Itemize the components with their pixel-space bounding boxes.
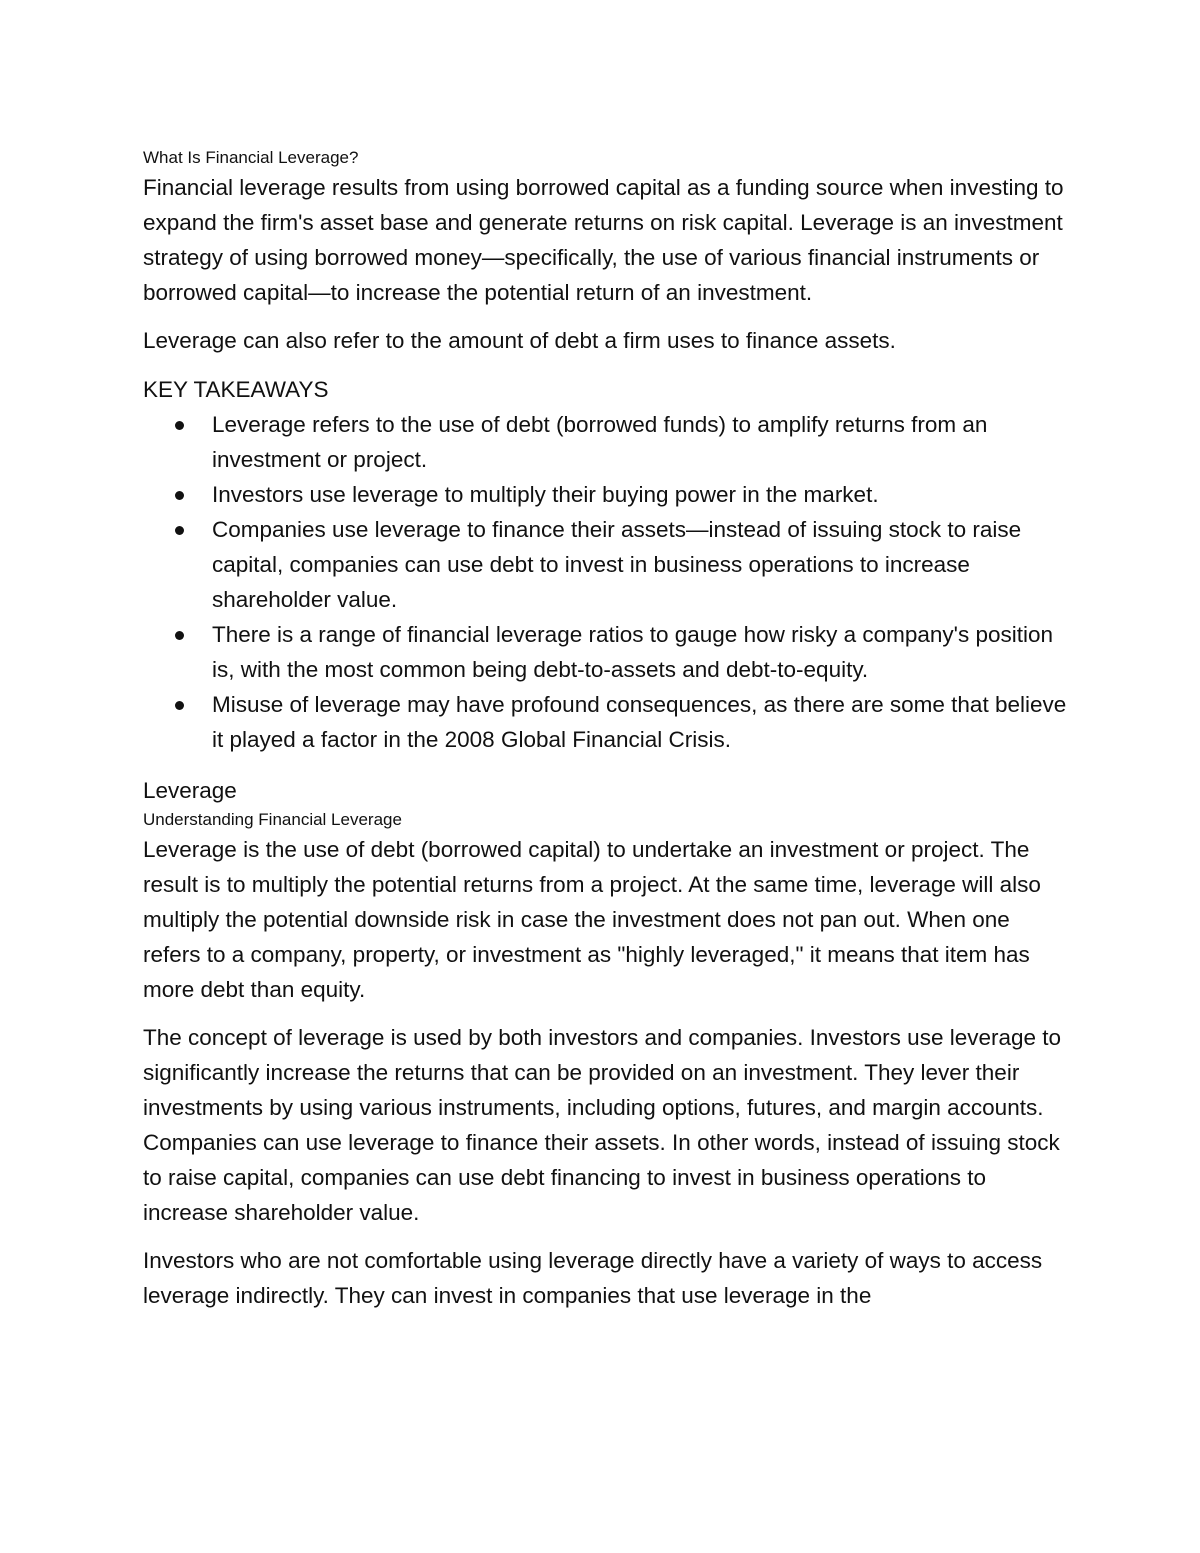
concept-paragraph: The concept of leverage is used by both investors and companies. Investors use leverage to significantly increase the returns that can be provided on an investment. They lever their investments by using various instruments, including options, futures, and margin accounts. Companies can use leverage to finance their assets. In other words, instead of issuing stock to raise capital, companies can use debt financing to invest in business operations to increase shareholder value. xyxy=(143,1025,1062,1225)
list-item-text: Companies use leverage to finance their assets—instead of issuing stock to raise capital, companies can use debt to invest in business operations to increase shareholder value. xyxy=(212,517,1022,612)
subsection-heading: Understanding Financial Leverage xyxy=(143,810,402,829)
bullet-icon xyxy=(175,491,184,500)
list-item xyxy=(143,477,1068,512)
list-item-text: There is a range of financial leverage ratios to gauge how risky a company's position is, with the most common being debt-to-assets and debt-to-equity. xyxy=(212,622,1054,682)
bullet-icon xyxy=(175,421,184,430)
list-item xyxy=(143,687,1068,757)
debt-paragraph: Leverage can also refer to the amount of debt a firm uses to finance assets. xyxy=(143,328,896,353)
list-item-text: Investors use leverage to multiply their buying power in the market. xyxy=(212,482,879,507)
key-takeaways-list xyxy=(143,407,1068,757)
list-item xyxy=(143,617,1068,687)
bullet-icon xyxy=(175,701,184,710)
document-page xyxy=(143,146,1068,1313)
indirect-paragraph: Investors who are not comfortable using leverage directly have a variety of ways to access leverage indirectly. They can invest in companies that use leverage in the xyxy=(143,1248,1043,1308)
bullet-icon xyxy=(175,526,184,535)
list-item-text: Leverage refers to the use of debt (borrowed funds) to amplify returns from an investment or project. xyxy=(212,412,988,472)
document-title: What Is Financial Leverage? xyxy=(143,148,359,167)
intro-paragraph: Financial leverage results from using borrowed capital as a funding source when investing to expand the firm's asset base and generate returns on risk capital. Leverage is an investment strategy of using borrowed money—specifically, the use of various financial instruments or borrowed capital—to increase the potential return of an investment. xyxy=(143,175,1064,305)
bullet-icon xyxy=(175,631,184,640)
section-heading: Leverage xyxy=(143,778,237,803)
list-item-text: Misuse of leverage may have profound consequences, as there are some that believe it played a factor in the 2008 Global Financial Crisis. xyxy=(212,692,1067,752)
understanding-paragraph: Leverage is the use of debt (borrowed capital) to undertake an investment or project. The result is to multiply the potential returns from a project. At the same time, leverage will also multiply the potential downside risk in case the investment does not pan out. When one refers to a company, property, or investment as "highly leveraged," it means that item has more debt than equity. xyxy=(143,837,1041,1002)
list-item xyxy=(143,512,1068,617)
key-takeaways-heading: KEY TAKEAWAYS xyxy=(143,377,329,402)
list-item xyxy=(143,407,1068,477)
